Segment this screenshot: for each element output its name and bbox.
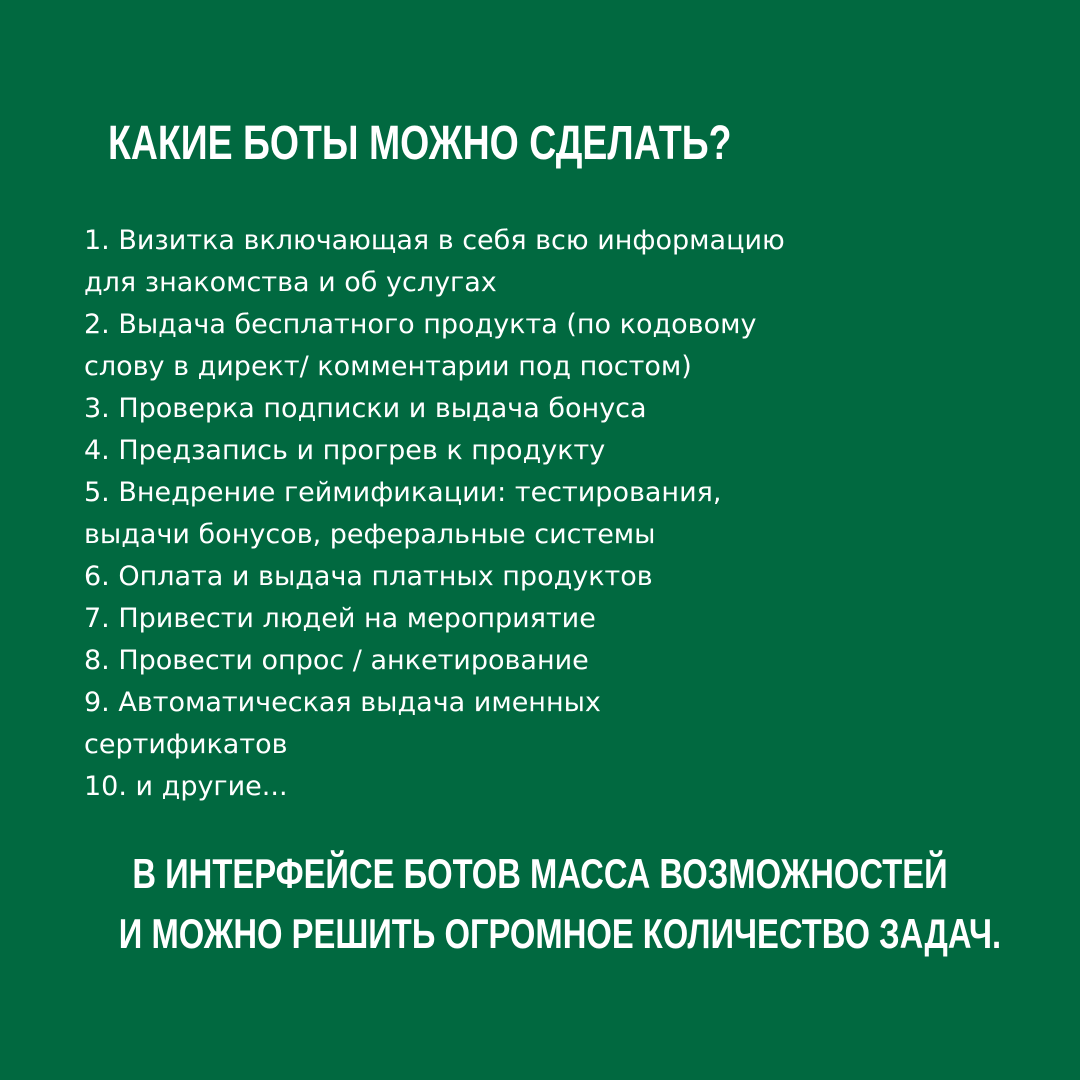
list-item: для знакомства и об услугах <box>84 267 497 298</box>
bot-types-list <box>84 220 984 808</box>
list-item: 5. Внедрение геймификации: тестирования, <box>84 477 722 508</box>
list-item: 8. Провести опрос / анкетирование <box>84 645 589 676</box>
footer-line-1: В ИНТЕРФЕЙСЕ БОТОВ МАССА ВОЗМОЖНОСТЕЙ <box>132 850 948 897</box>
list-item: 10. и другие... <box>84 771 288 802</box>
list-item: 9. Автоматическая выдача именных <box>84 687 601 718</box>
footer-line-2: И МОЖНО РЕШИТЬ ОГРОМНОЕ КОЛИЧЕСТВО ЗАДАЧ. <box>118 910 1002 957</box>
list-item: 4. Предзапись и прогрев к продукту <box>84 435 606 466</box>
list-item: выдачи бонусов, реферальные системы <box>84 519 656 550</box>
list-item: сертификатов <box>84 729 288 760</box>
footer-caption <box>0 844 1080 964</box>
list-item: 7. Привести людей на мероприятие <box>84 603 596 634</box>
list-item: 2. Выдача бесплатного продукта (по кодовому <box>84 309 757 340</box>
list-item: 6. Оплата и выдача платных продуктов <box>84 561 653 592</box>
page-title: КАКИЕ БОТЫ МОЖНО СДЕЛАТЬ? <box>108 117 732 170</box>
list-item: 3. Проверка подписки и выдача бонуса <box>84 393 647 424</box>
list-item: слову в директ/ комментарии под постом) <box>84 351 692 382</box>
list-item: 1. Визитка включающая в себя всю информацию <box>84 225 785 256</box>
